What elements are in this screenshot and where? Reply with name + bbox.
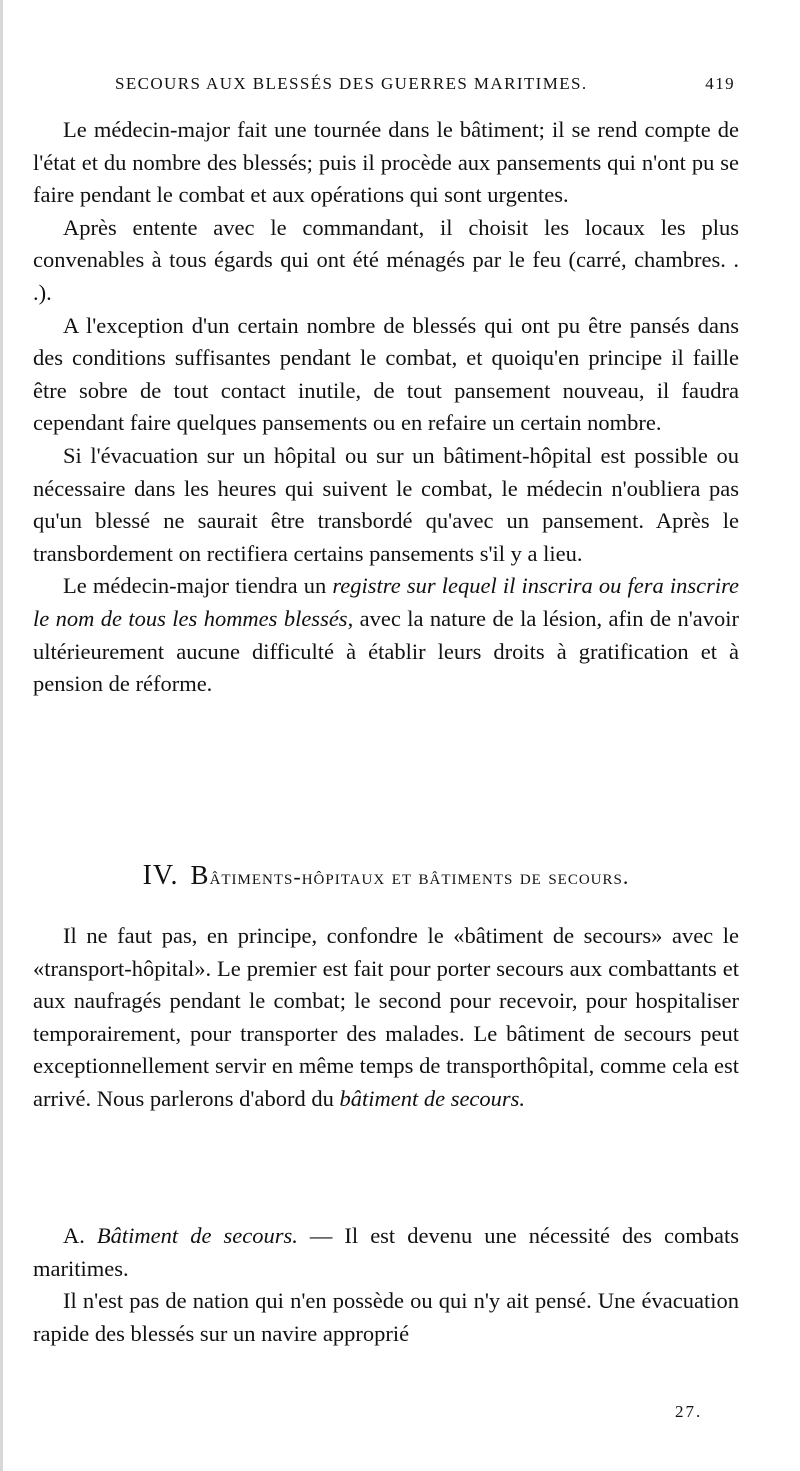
section-title-joiner: et <box>391 864 413 889</box>
page-number: 419 <box>705 74 735 93</box>
section-title-part-2: bâtiments de secours. <box>418 864 630 889</box>
paragraph-3: A l'exception d'un certain nombre de blessés qui ont pu être pansés dans des conditions suffisantes pendant le combat, et quoiqu'en principe il faille être sobre de tout contact inutile, de tout pansement nouveau, il faudra cependant faire quelques pansements ou en refaire un certain nombre. <box>33 312 739 436</box>
paragraph-6 <box>33 920 739 1116</box>
paragraph-8: Il n'est pas de nation qui n'en possède ou qui n'y ait pensé. Une évacuation rapide des blessés sur un navire approprié <box>33 1288 739 1346</box>
paragraph-4: Si l'évacuation sur un hôpital ou sur un bâtiment-hôpital est possible ou nécessaire dans les heures qui suivent le combat, le médecin n'oubliera pas qu'un blessé ne saurait être transbordé qu'avec un pansement. Après le transbordement on rectifiera certains pansements s'il y a lieu. <box>33 442 739 566</box>
paragraph-6-text: Il ne faut pas, en principe, confondre le «bâtiment de secours» avec le «transport-hôpital». Le premier est fait pour porter secours aux combattants et aux naufragés pendant le combat; le second pour recevoir, pour hospitaliser temporairement, pour transporter des malades. Le bâtiment de secours peut exceptionnellement servir en même temps de transporthôpital, comme cela est arrivé. Nous parlerons d'abord du <box>33 923 739 1111</box>
section-heading <box>33 860 739 892</box>
running-title: SECOURS AUX BLESSÉS DES GUERRES MARITIMES. <box>115 74 588 93</box>
section-title-initial: B <box>190 860 210 890</box>
subsection-label: A. <box>63 1223 85 1248</box>
subsection-a <box>33 1220 739 1350</box>
paragraph-5-lead: Le médecin-major tiendra un <box>63 573 333 599</box>
paragraph-7 <box>33 1220 739 1285</box>
body-text-section <box>33 920 739 1116</box>
paragraph-5-italic: registre sur lequel il inscrira ou fera inscrire le nom de tous les hommes blessés <box>33 573 739 631</box>
section-number: IV. <box>142 860 179 891</box>
paragraph-2: Après entente avec le commandant, il choisit les locaux les plus convenables à tous égards qui ont été ménagés par le feu (carré, chambres. . .). <box>33 214 739 305</box>
paragraph-6-italic: bâtiment de secours. <box>339 1085 526 1111</box>
signature-mark: 27. <box>675 1402 703 1421</box>
paragraph-5 <box>33 570 739 700</box>
section-title-part-1: âtiments-hôpitaux <box>209 864 386 889</box>
paragraph-1: Le médecin-major fait une tournée dans le bâtiment; il se rend compte de l'état et du nombre des blessés; puis il procède aux pansements qui n'ont pu se faire pendant le combat et aux opérations qui sont urgentes. <box>33 117 739 208</box>
subsection-title: Bâtiment de secours. <box>96 1223 298 1248</box>
page-edge <box>0 0 3 1471</box>
paragraph-5-tail: , avec la nature de la lésion, afin de n'avoir ultérieurement aucune difficulté à établir leurs droits à gratification et à pension de réforme. <box>33 605 739 697</box>
running-head <box>33 74 739 104</box>
body-text-top <box>33 114 739 701</box>
paragraph-7-text: — Il est devenu une nécessité des combats maritimes. <box>33 1223 740 1281</box>
